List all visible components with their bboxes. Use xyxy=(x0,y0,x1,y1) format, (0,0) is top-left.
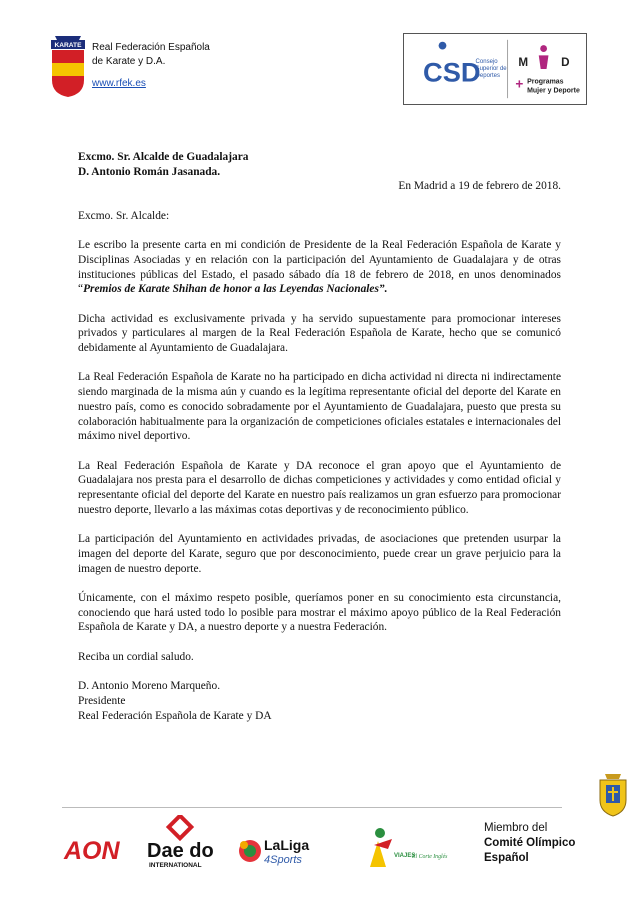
logo-text: KARATE xyxy=(54,42,82,50)
laliga-text: LaLiga xyxy=(264,837,310,853)
letter-body xyxy=(78,150,561,723)
csd-line2: Superior de xyxy=(475,65,507,72)
md-letter-m: M xyxy=(518,56,529,70)
paragraph-2: Dicha actividad es exclusivamente privada y ha servido supuestamente para promocionar intereses privados y particulares al margen de la Real Federación Española de Karate, hecho que se comunicó debidamente al Ayuntamiento de Guadalajara. xyxy=(78,312,561,355)
logo-crown xyxy=(55,36,81,40)
sponsor-daedo xyxy=(147,816,214,869)
signer-name: D. Antonio Moreno Marqueño. xyxy=(78,680,221,693)
paragraph-1-text: Le escribo la presente carta en mi condición de Presidente de la Real Federación Española de Karate y Disciplinas Asociadas y en relación con la participación del Ayuntamiento de Guadalajara y de otras instituciones públicas del Estado, el pasado sábado día 18 de febrero de 2018, en unos denominados “ xyxy=(78,239,561,296)
sponsor-logos xyxy=(62,815,462,871)
paragraph-5: La participación del Ayuntamiento en actividades privadas, de asociaciones que pretenden usurpar la imagen del deporte del Karate, seguro que por desconocimiento, puede crear un grave perjuicio para la imagen de nuestro deporte. xyxy=(78,533,561,575)
paragraph-1 xyxy=(78,238,561,297)
md-figure-body xyxy=(539,55,549,69)
paragraph-3: La Real Federación Española de Karate no ha participado en dicha actividad ni directa ni indirectamente siendo marginada de la misma aún y cuando es la legítima representante oficial del deporte del Karate en nuestro país, como es conocido sobradamente por el Ayuntamiento de Guadalajara, puesto que presta su colaboración habitualmente para la organización de competiciones oficiales estatales e internacionales del máximo nivel deportivo. xyxy=(78,371,561,443)
md-line2: Mujer y Deporte xyxy=(527,87,580,95)
md-plus-icon: + xyxy=(515,76,524,92)
daedo-text: Dae do xyxy=(147,840,214,862)
laliga-subtext: 4Sports xyxy=(264,854,302,866)
sponsor-aon: AON xyxy=(64,837,120,865)
recipient-title: Excmo. Sr. Alcalde de Guadalajara xyxy=(78,151,249,163)
mujer-deporte-logo xyxy=(515,45,580,94)
viajes-text: VIAJES xyxy=(394,853,416,859)
coat-of-arms-icon xyxy=(595,772,631,818)
signer-role: Presidente xyxy=(78,694,126,707)
organization-block xyxy=(92,41,210,91)
md-letter-d: D xyxy=(561,56,570,70)
org-name-line1: Real Federación Española xyxy=(92,42,210,53)
recipient-name: D. Antonio Román Jasanada. xyxy=(78,165,221,178)
csd-abbr: CSD xyxy=(423,56,481,88)
letter-date: En Madrid a 19 de febrero de 2018. xyxy=(398,180,561,193)
closing: Reciba un cordial saludo. xyxy=(78,650,194,663)
footer-divider xyxy=(62,807,562,808)
csd-crown-icon xyxy=(439,42,447,50)
sponsor-viajes xyxy=(370,828,448,867)
csd-line3: Deportes xyxy=(475,72,500,79)
md-line1: Programas xyxy=(527,78,564,86)
corte-ingles-text: El Corte Inglés xyxy=(412,854,448,860)
website-link[interactable]: www.rfek.es xyxy=(92,78,146,89)
event-name: Premios de Karate Shihan de honor a las Leyendas Nacionales”. xyxy=(83,283,388,296)
coe-member-note xyxy=(484,821,575,866)
daedo-subtext: INTERNATIONAL xyxy=(149,862,202,869)
csd-line1: Consejo xyxy=(475,59,498,66)
org-name-line2: de Karate y D.A. xyxy=(92,56,166,67)
coe-line3: Español xyxy=(484,852,529,864)
csd-logo xyxy=(423,42,507,88)
csd-mujer-deporte-logos xyxy=(403,33,587,105)
paragraph-6: Únicamente, con el máximo respeto posible, queríamos poner en su conocimiento esta circunstancia, conociendo que hará usted todo lo posible para mostrar el máximo apoyo público de la Real Federación Española de Karate y DA, a nuestro deporte y a nuestra Federación. xyxy=(78,591,561,634)
sponsor-laliga xyxy=(239,837,309,866)
coe-line2: Comité Olímpico xyxy=(484,837,576,849)
coe-line1: Miembro del xyxy=(484,822,548,834)
md-figure-head xyxy=(540,45,547,52)
rfek-logo xyxy=(50,36,86,98)
salutation: Excmo. Sr. Alcalde: xyxy=(78,209,170,222)
signer-organization: Real Federación Española de Karate y DA xyxy=(78,709,272,722)
logo-stripe xyxy=(52,63,84,76)
paragraph-4: La Real Federación Española de Karate y DA reconoce el gran apoyo que el Ayuntamiento de Guadalajara nos presta para el desarrollo de dichas competiciones y actividades y como entidad oficial y representante oficial del deporte del Karate en nuestro país realizamos un gran esfuerzo para promocionar nuestro deporte, llevarlo a las máximas cotas deportivas y de reconocimiento público. xyxy=(78,459,561,516)
